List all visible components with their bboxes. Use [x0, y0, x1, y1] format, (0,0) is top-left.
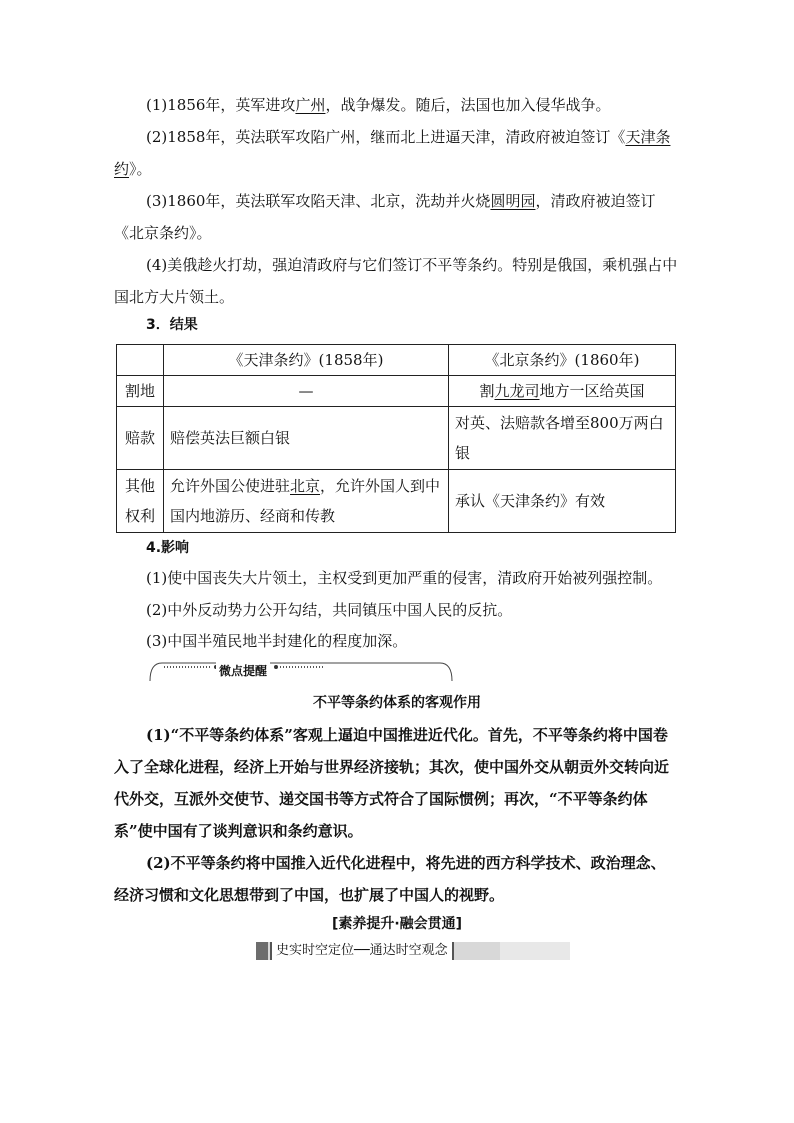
impact-item-3: (3)中国半殖民地半封建化的程度加深。: [146, 632, 408, 650]
table-row: [117, 470, 676, 533]
banner-tail: [500, 942, 570, 960]
process-item-3: (3)1860年，英法联军攻陷天津、北京，洗劫并火烧圆明园，清政府被迫签订《北京条约》。: [114, 192, 656, 242]
table-col-beijing: 《北京条约》(1860年): [449, 345, 676, 376]
process-item-2: (2)1858年，英法联军攻陷广州，继而北上进逼天津，清政府被迫签订《天津条约》。: [114, 128, 671, 178]
impact-item-1: (1)使中国丧失大片领土，主权受到更加严重的侵害，清政府开始被列强控制。: [146, 569, 663, 587]
treaty-table: [116, 344, 676, 533]
process-item-1: (1)1856年，英军进攻广州，战争爆发。随后，法国也加入侵华战争。: [146, 96, 611, 114]
table-cell: 赔偿英法巨额白银: [164, 407, 449, 470]
section-title: [素养提升·融会贯通]: [331, 916, 463, 932]
result-heading: 3．结果: [146, 317, 198, 333]
underlined-term: 天津条约: [114, 128, 671, 178]
tip-title: 不平等条约体系的客观作用: [313, 695, 481, 711]
row-label: 赔款: [117, 407, 164, 470]
table-corner-cell: [117, 345, 164, 376]
row-label: 其他权利: [117, 470, 164, 533]
underlined-term: 九龙司: [494, 382, 540, 400]
banner-block-icon: [256, 942, 268, 960]
process-item-4: (4)美俄趁火打劫，强迫清政府与它们签订不平等条约。特别是俄国，乘机强占中国北方大片领土。: [114, 256, 678, 306]
underlined-term: 北京: [290, 477, 321, 495]
tip-frame-decoration: [148, 660, 454, 682]
underlined-term: 圆明园: [490, 192, 536, 210]
table-cell: 对英、法赔款各增至800万两白银: [449, 407, 676, 470]
banner-text: 史实时空定位──通达时空观念: [270, 942, 454, 960]
section-banner: [256, 942, 570, 960]
tip-paragraph-2: (2)不平等条约将中国推入近代化进程中，将先进的西方科学技术、政治理念、经济习惯和文化思想带到了中国，也扩展了中国人的视野。: [114, 854, 666, 904]
table-cell: —: [164, 376, 449, 407]
impact-item-2: (2)中外反动势力公开勾结，共同镇压中国人民的反抗。: [146, 601, 513, 619]
underlined-term: 广州: [295, 96, 326, 114]
impact-heading: 4.影响: [146, 540, 190, 556]
table-row: [117, 407, 676, 470]
table-cell: 承认《天津条约》有效: [449, 470, 676, 533]
table-col-tianjin: 《天津条约》(1858年): [164, 345, 449, 376]
table-cell: 割九龙司地方一区给英国: [449, 376, 676, 407]
table-header-row: [117, 345, 676, 376]
tip-paragraph-1: (1)“不平等条约体系”客观上逼迫中国推进近代化。首先，不平等条约将中国卷入了全球化进程，经济上开始与世界经济接轨；其次，使中国外交从朝贡外交转向近代外交，互派外交使节、递交国书等方式符合了国际惯例；再次，“不平等条约体系”使中国有了谈判意识和条约意识。: [114, 726, 670, 840]
table-row: [117, 376, 676, 407]
row-label: 割地: [117, 376, 164, 407]
tip-label: 微点提醒: [216, 662, 270, 679]
table-cell: 允许外国公使进驻北京，允许外国人到中国内地游历、经商和传教: [164, 470, 449, 533]
